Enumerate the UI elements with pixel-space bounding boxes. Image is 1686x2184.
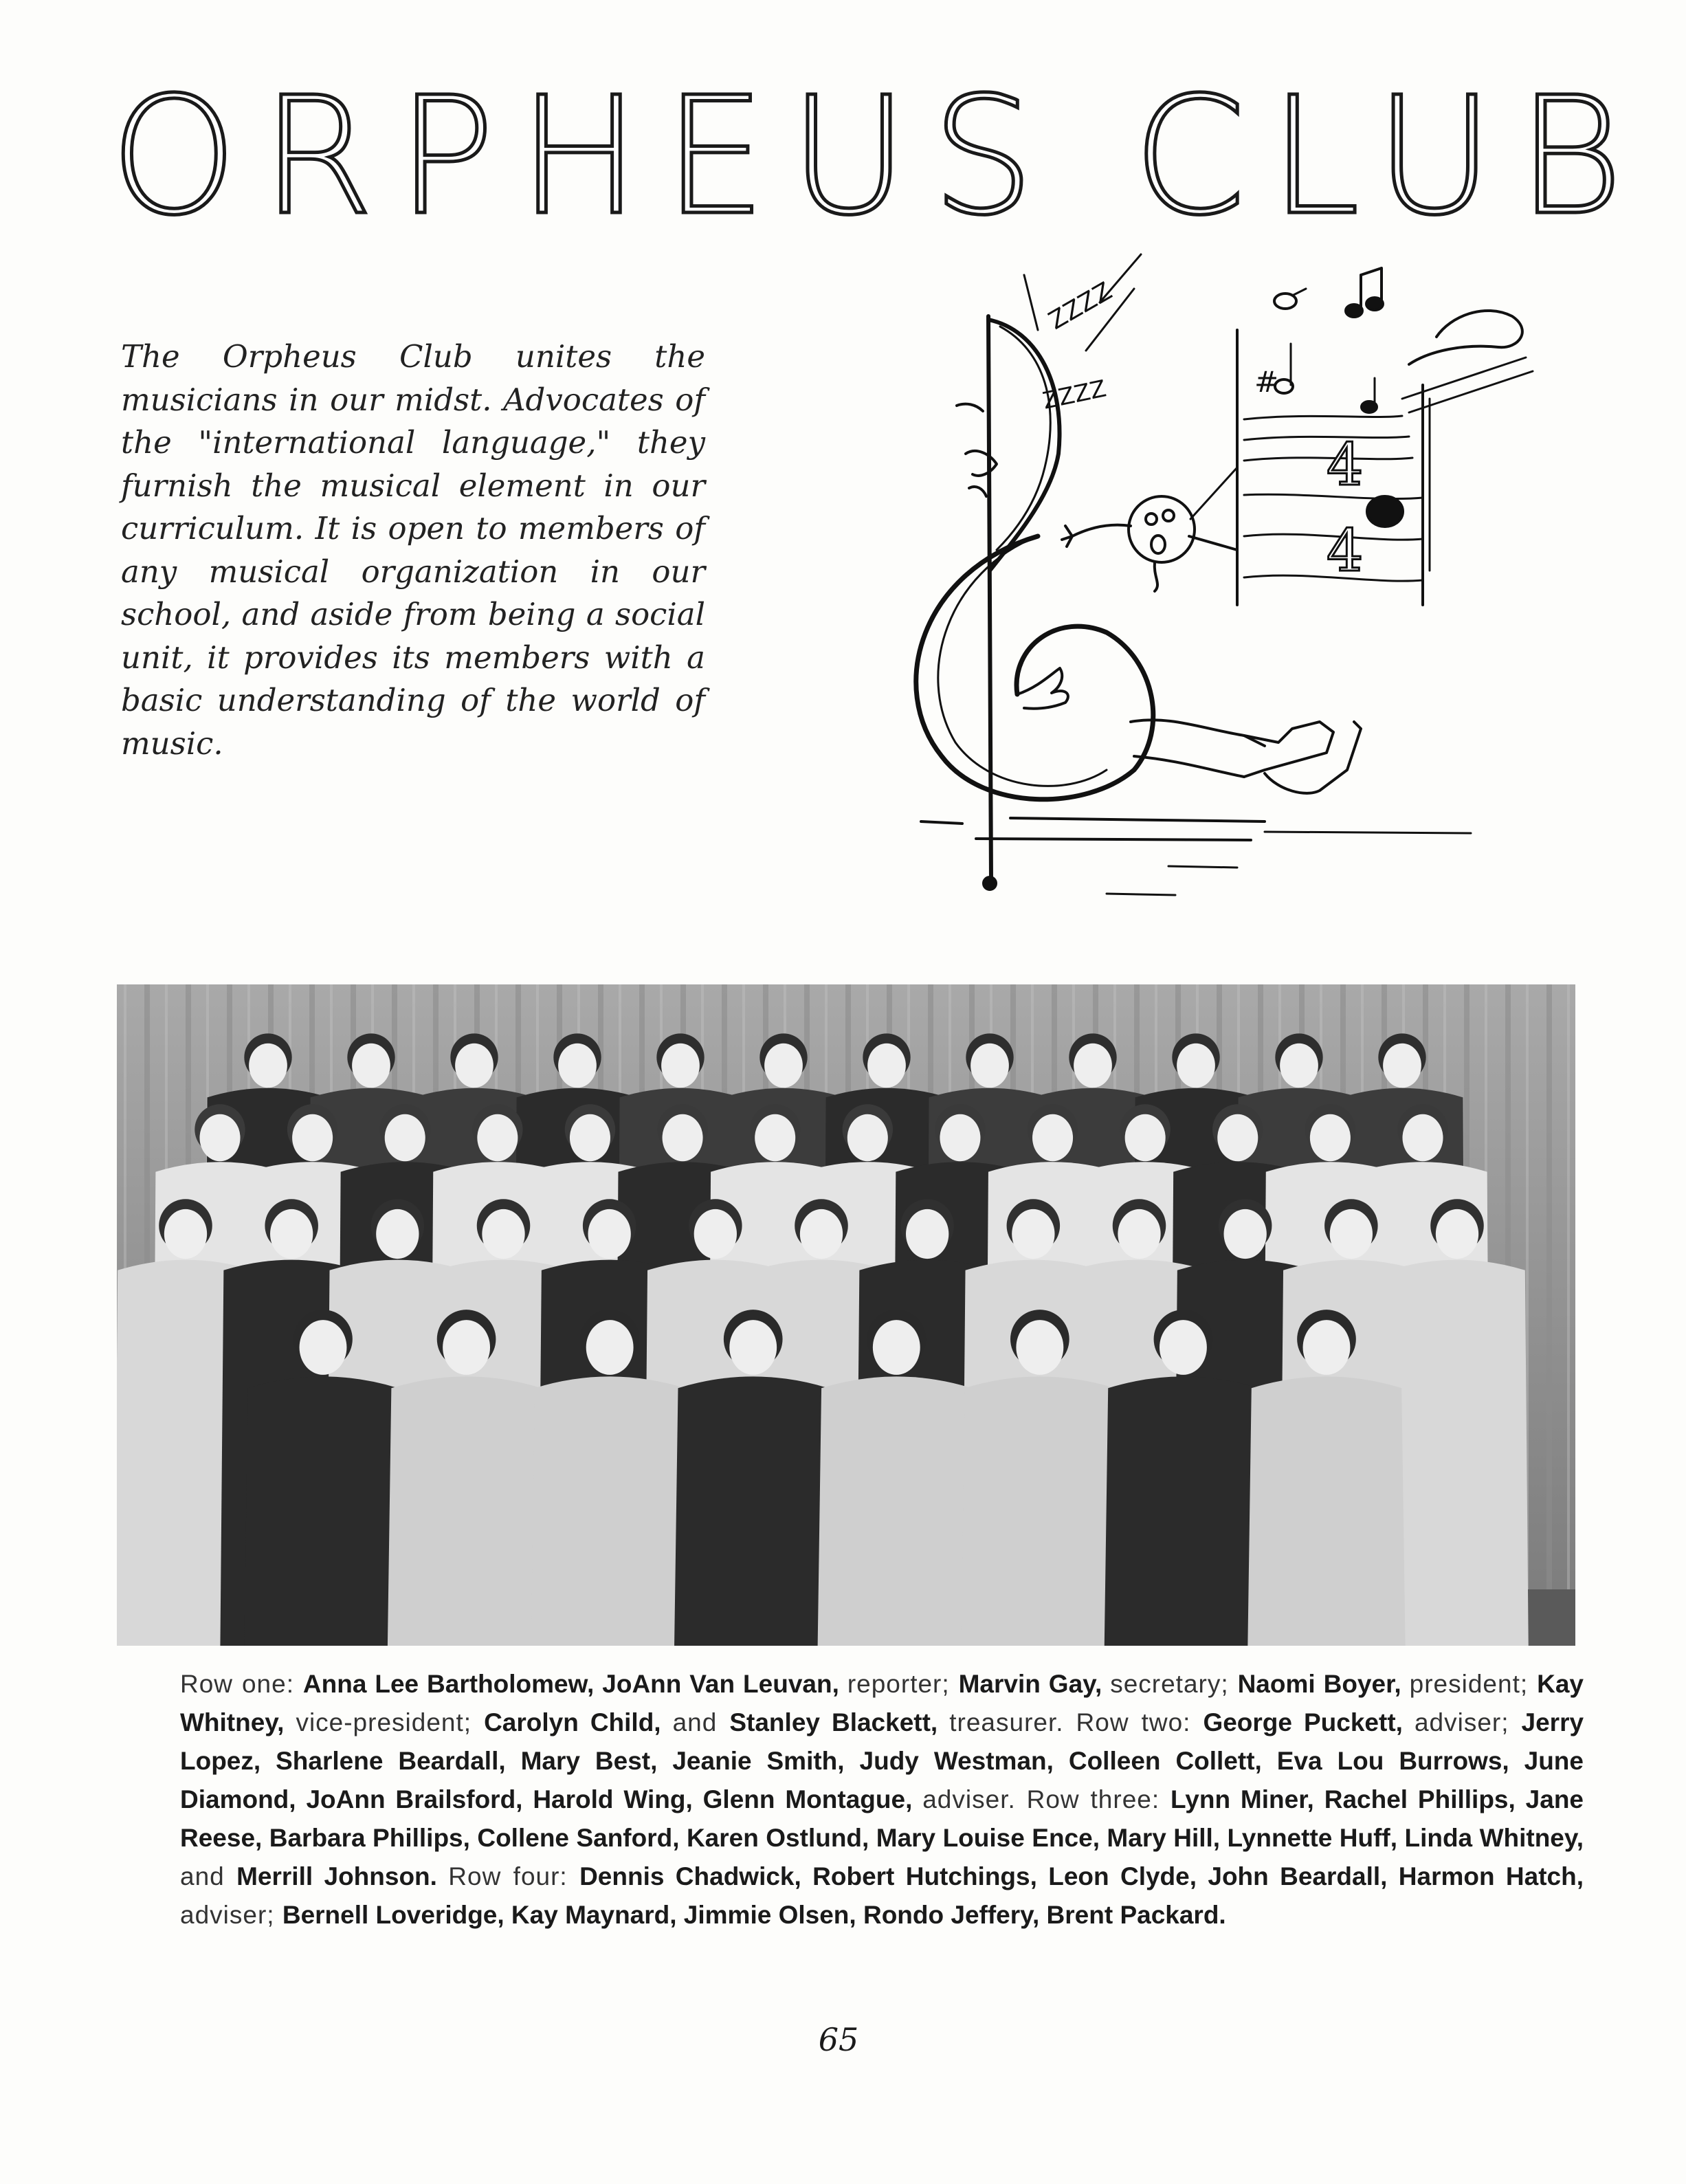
- person-face: [300, 1320, 347, 1375]
- club-group-photo: [117, 984, 1575, 1646]
- person-face: [455, 1044, 493, 1088]
- person-face: [1330, 1209, 1373, 1259]
- sharp-symbol: #: [1254, 365, 1279, 399]
- person-face: [352, 1044, 390, 1088]
- caption-names: Stanley Blackett,: [729, 1708, 950, 1736]
- person-face: [1383, 1044, 1421, 1088]
- intro-paragraph: The Orpheus Club unites the musicians in our midst. Advocates of the "international language," they furnish the musical element in our curriculum. It is open to members of any musical organization in our school, and aside from being a social unit, it provides its members with a basic understanding of the world of music.: [121, 338, 705, 762]
- person-face: [586, 1320, 634, 1375]
- person-face: [1402, 1114, 1443, 1161]
- person-body: [674, 1376, 832, 1646]
- person-face: [800, 1209, 843, 1259]
- caption-names: Lynn Miner, Rachel Phillips, Jane Reese, Barbara Phillips, Collene Sanford, Karen Ostlund, Mary Louise Ence, Mary Hill, Lynnette Huff, Linda Whitney,: [180, 1785, 1584, 1852]
- caption-role: reporter;: [847, 1670, 959, 1698]
- caption-names: Marvin Gay,: [958, 1670, 1111, 1698]
- person-face: [1224, 1209, 1267, 1259]
- caption-names: Bernell Loveridge, Kay Maynard, Jimmie Olsen, Rondo Jeffery, Brent Packard.: [282, 1901, 1226, 1929]
- person-face: [1125, 1114, 1166, 1161]
- person-face: [477, 1114, 518, 1161]
- caption-role: vice-president;: [296, 1708, 485, 1736]
- person-face: [1032, 1114, 1073, 1161]
- person-face: [199, 1114, 240, 1161]
- person-face: [755, 1114, 795, 1161]
- caption-names: Dennis Chadwick, Robert Hutchings, Leon Clyde, John Beardall, Harmon Hatch,: [579, 1862, 1584, 1890]
- person-face: [1280, 1044, 1318, 1088]
- person-body: [1247, 1376, 1405, 1646]
- caption-names: Merrill Johnson.: [236, 1862, 449, 1890]
- caption-role: adviser. Row three:: [922, 1785, 1171, 1813]
- caption-role: and: [672, 1708, 730, 1736]
- caption-names: George Puckett,: [1203, 1708, 1415, 1736]
- caption-names: Naomi Boyer,: [1237, 1670, 1410, 1698]
- person-body: [1105, 1376, 1262, 1646]
- page-title: ORPHEUS CLUB: [110, 62, 1647, 251]
- person-body: [531, 1376, 688, 1646]
- person-body: [961, 1376, 1118, 1646]
- caption-role: adviser;: [1414, 1708, 1522, 1736]
- photo-caption: [180, 1665, 1584, 1934]
- caption-names: Jerry Lopez, Sharlene Beardall, Mary Best, Jeanie Smith, Judy Westman, Colleen Collett, Eva Lou Burrows, June Diamond, JoAnn Brailsford, Harold Wing, Glenn Montague,: [180, 1708, 1584, 1813]
- person-face: [443, 1320, 490, 1375]
- person-face: [164, 1209, 207, 1259]
- person-face: [558, 1044, 597, 1088]
- person-face: [482, 1209, 524, 1259]
- person-face: [292, 1114, 333, 1161]
- person-face: [847, 1114, 888, 1161]
- person-body: [388, 1376, 545, 1646]
- caption-role: Row one:: [180, 1670, 303, 1698]
- snore-text-1: ZZZZ: [1044, 276, 1117, 335]
- person-face: [729, 1320, 777, 1375]
- person-face: [1177, 1044, 1215, 1088]
- caption-names: Kay Whitney,: [180, 1670, 1584, 1736]
- caption-role: secretary;: [1110, 1670, 1238, 1698]
- person-face: [1160, 1320, 1207, 1375]
- person-face: [1016, 1320, 1063, 1375]
- caption-role: treasurer. Row two:: [949, 1708, 1204, 1736]
- person-face: [385, 1114, 425, 1161]
- person-face: [1118, 1209, 1160, 1259]
- snore-text-2: ZZZZ: [1040, 375, 1109, 415]
- person-face: [270, 1209, 313, 1259]
- person-face: [873, 1320, 920, 1375]
- person-face: [906, 1209, 949, 1259]
- person-body: [244, 1376, 401, 1646]
- person-face: [1217, 1114, 1258, 1161]
- person-face: [940, 1114, 980, 1161]
- person-body: [818, 1376, 975, 1646]
- person-face: [661, 1044, 700, 1088]
- person-face: [1303, 1320, 1351, 1375]
- person-face: [376, 1209, 419, 1259]
- person-face: [1012, 1209, 1054, 1259]
- person-face: [867, 1044, 906, 1088]
- caption-role: adviser;: [180, 1901, 282, 1929]
- photo-people: [117, 1033, 1529, 1646]
- person-face: [249, 1044, 287, 1088]
- caption-role: and: [180, 1862, 237, 1890]
- person-face: [1436, 1209, 1478, 1259]
- person-face: [694, 1209, 737, 1259]
- caption-names: Carolyn Child,: [484, 1708, 673, 1736]
- caption-names: Anna Lee Bartholomew, JoAnn Van Leuvan,: [302, 1670, 847, 1698]
- time-signature-top: 4: [1327, 431, 1364, 498]
- page-number: 65: [818, 2021, 859, 2058]
- person-face: [663, 1114, 703, 1161]
- person-face: [570, 1114, 610, 1161]
- person-face: [1074, 1044, 1112, 1088]
- person-face: [588, 1209, 631, 1259]
- treble-clef-cartoon: [880, 247, 1540, 935]
- person-body: [1386, 1260, 1528, 1646]
- caption-role: Row four:: [448, 1862, 580, 1890]
- person-face: [764, 1044, 803, 1088]
- person-face: [970, 1044, 1009, 1088]
- caption-role: president;: [1409, 1670, 1538, 1698]
- time-signature-bottom: 4: [1327, 517, 1364, 584]
- person-face: [1310, 1114, 1351, 1161]
